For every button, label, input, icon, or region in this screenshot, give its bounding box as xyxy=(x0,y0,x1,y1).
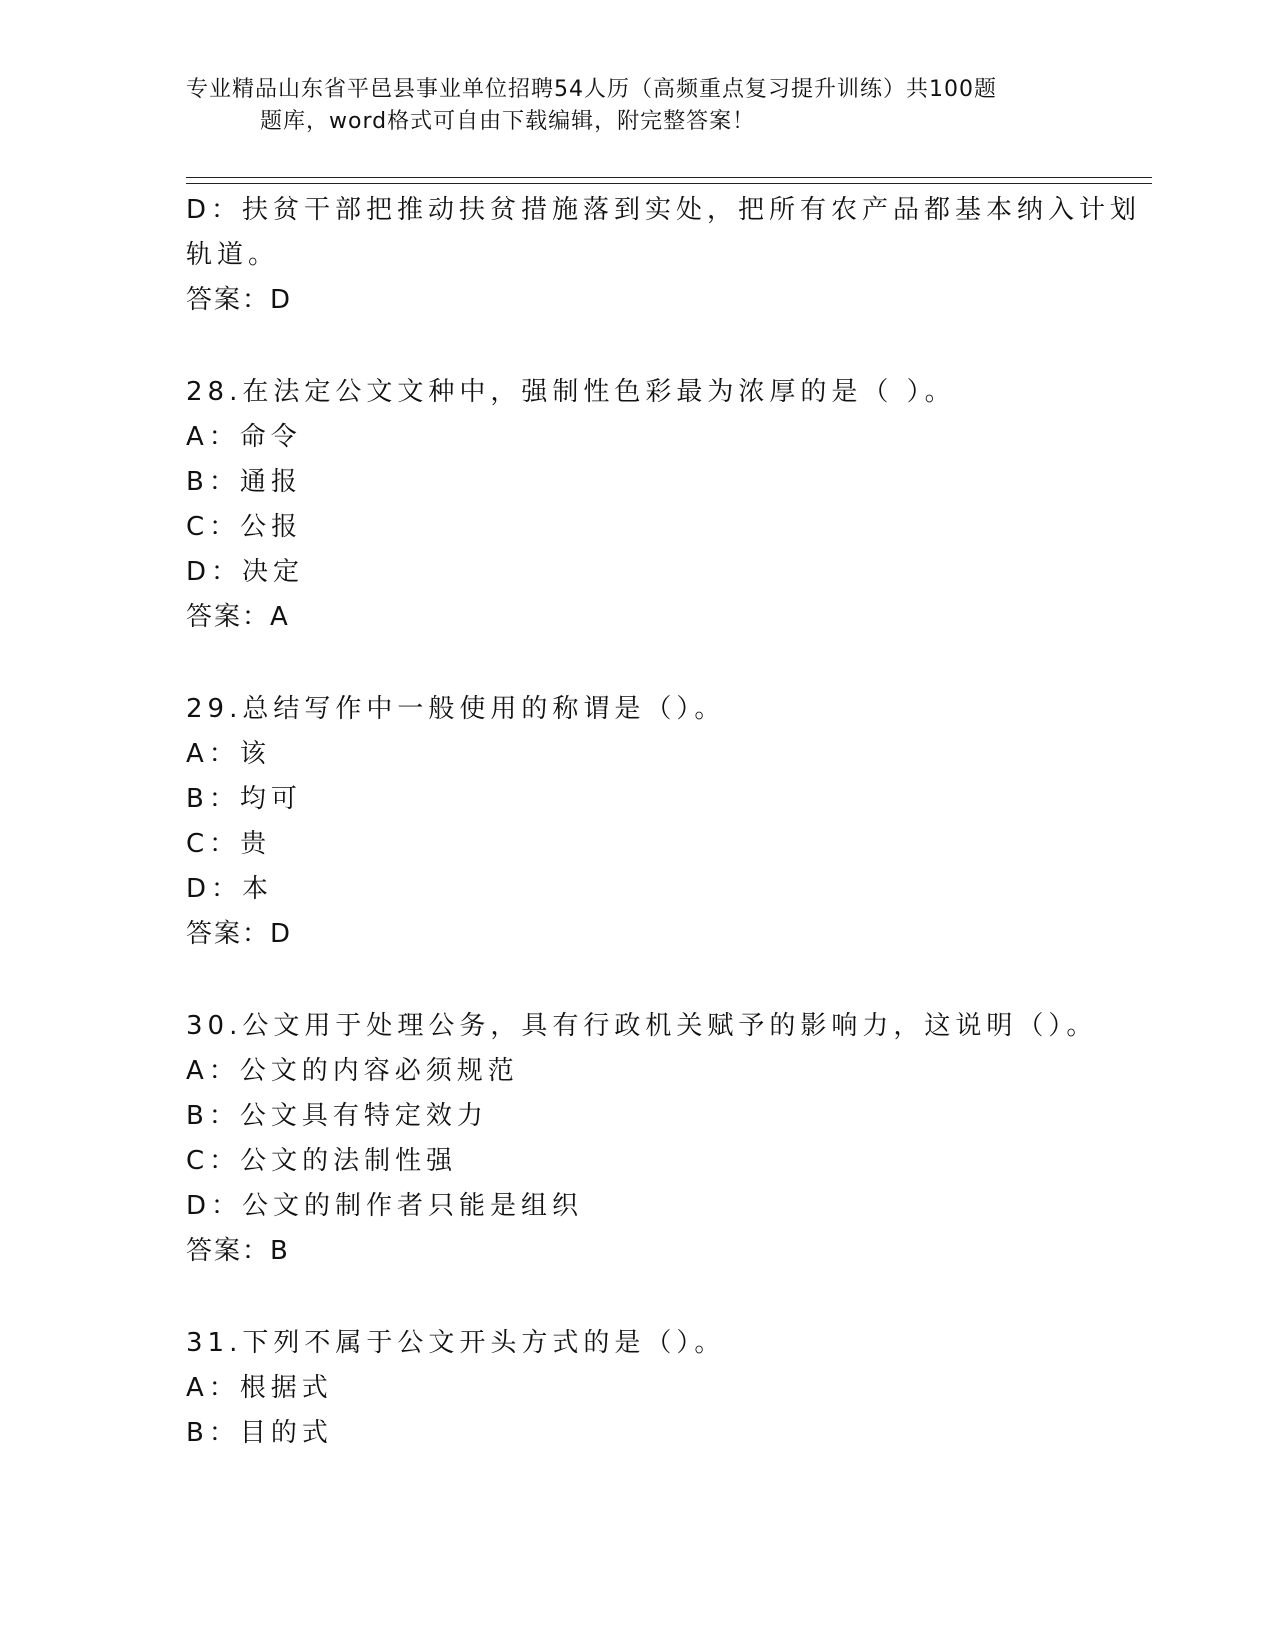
option-c: C：公文的法制性强 xyxy=(186,1146,458,1176)
option-a: A：该 xyxy=(186,739,271,769)
option-b: B：通报 xyxy=(186,467,302,497)
option-a: A：命令 xyxy=(186,422,302,452)
answer: 答案：A xyxy=(186,602,290,632)
option-d: D：决定 xyxy=(186,557,305,587)
question-28 xyxy=(186,370,1086,640)
question-list xyxy=(186,188,1142,1456)
option-b: B：均可 xyxy=(186,784,302,814)
question-stem: 30.公文用于处理公务，具有行政机关赋予的影响力，这说明（）。 xyxy=(186,1011,1098,1041)
option-d: D：本 xyxy=(186,874,274,904)
answer: 答案：D xyxy=(186,919,293,949)
question-stem: 29.总结写作中一般使用的称谓是（）。 xyxy=(186,694,726,724)
option-d: D：公文的制作者只能是组织 xyxy=(186,1191,584,1221)
answer: 答案：B xyxy=(186,1236,290,1266)
option-c: C：贵 xyxy=(186,829,272,859)
previous-question-tail xyxy=(186,188,1142,323)
option-c: C：公报 xyxy=(186,512,303,542)
option-b: B：公文具有特定效力 xyxy=(186,1101,488,1131)
document-header xyxy=(186,74,1066,138)
question-29 xyxy=(186,687,1086,957)
question-30 xyxy=(186,1004,1098,1274)
option-a: A：公文的内容必须规范 xyxy=(186,1056,519,1086)
option-a: A：根据式 xyxy=(186,1373,333,1403)
question-stem: 31.下列不属于公文开头方式的是（）。 xyxy=(186,1328,726,1358)
header-title-line-1: 专业精品山东省平邑县事业单位招聘54人历（高频重点复习提升训练）共100题 xyxy=(186,77,997,102)
answer: 答案：D xyxy=(186,285,293,315)
header-divider-top xyxy=(186,177,1152,178)
question-stem: 28.在法定公文文种中，强制性色彩最为浓厚的是（ ）。 xyxy=(186,377,956,407)
option-d-line-2: 轨道。 xyxy=(186,240,280,270)
option-d-line-1: D：扶贫干部把推动扶贫措施落到实处，把所有农产品都基本纳入计划 xyxy=(186,195,1142,225)
header-divider-bottom xyxy=(186,183,1152,184)
option-b: B：目的式 xyxy=(186,1418,333,1448)
question-31 xyxy=(186,1321,1086,1456)
header-title-line-2: 题库，word格式可自由下载编辑，附完整答案！ xyxy=(260,109,756,134)
